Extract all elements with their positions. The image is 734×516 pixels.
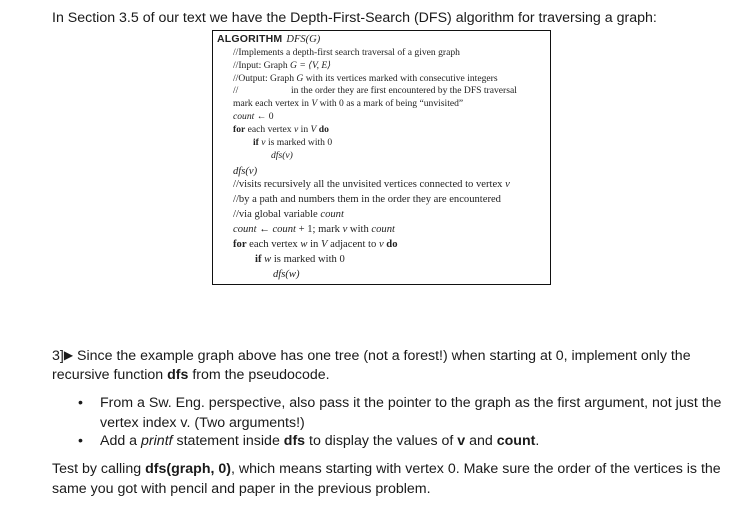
b2-i: . (535, 433, 540, 449)
algo-mark-v: V (311, 98, 318, 109)
algo-output-cont: in the order they are first encountered by the DFS traversal (291, 85, 517, 96)
dfs-inc-mid: ← (256, 224, 273, 235)
algo-for1-mid-a: each vertex (245, 124, 294, 135)
algorithm-title (217, 33, 320, 45)
test-line-1 (52, 459, 721, 479)
dfs-comment-path: //by a path and numbers them in the order they are encountered (233, 194, 501, 205)
b2-a: Add a (100, 433, 142, 449)
algo-for1-v: v (294, 124, 299, 135)
bullet-dot-icon: • (78, 395, 83, 411)
test-c: , which means starting with vertex 0. Make sure the order of the vertices is the (230, 461, 721, 477)
dfs-for2-mid-c: adjacent to (327, 239, 379, 250)
dfs-if2-kw: if (255, 254, 262, 265)
algo-for1-do: do (316, 124, 329, 135)
algo-if1-v: v (261, 137, 266, 148)
algo-if-marked (253, 137, 332, 149)
task-arrow-icon: ▶ (63, 348, 74, 362)
algo-mark-b: with 0 as a mark of being “unvisited” (317, 98, 464, 109)
dfs-inc-with: with (347, 224, 372, 235)
dfs-inc-var3: count (371, 224, 395, 235)
b2-g: and (465, 433, 497, 449)
dfs-count-increment (233, 224, 395, 236)
dfs-for2-V: V (320, 239, 328, 250)
dfs-for2-kw: for (233, 239, 247, 250)
test-a: Test by calling (52, 461, 146, 477)
algo-for-each-vertex (233, 124, 329, 136)
dfs-for2-mid-a: each vertex (246, 239, 301, 250)
algo-output-line (233, 73, 498, 85)
dfs-if2-rest: is marked with 0 (271, 254, 345, 265)
test-call: dfs(graph, 0) (145, 461, 231, 477)
task-number: 3] (52, 348, 64, 364)
algo-count-init-rest: ← 0 (254, 111, 274, 122)
algo-output-var: G (296, 73, 304, 84)
task-line-2 (52, 365, 330, 385)
dfs-inc-rest: + 1; mark (295, 224, 343, 235)
algo-output-cont-slash: // (233, 85, 239, 96)
task-line2-a: recursive function (52, 367, 168, 383)
b2-e: to display the values of (305, 433, 458, 449)
dfs-for2-v: v (378, 239, 384, 250)
task-line2-dfs: dfs (167, 367, 189, 383)
dfs-inc-var2: count (272, 224, 296, 235)
algo-if1-rest: is marked with 0 (265, 137, 333, 148)
algo-call-dfs-v: dfs(v) (271, 150, 293, 161)
algo-input-math: G = ⟨V, E⟩ (290, 60, 331, 71)
dfs-c1-v: v (505, 179, 510, 190)
dfs-comment-via (233, 209, 344, 221)
algorithm-box (212, 30, 551, 285)
algo-input-prefix: //Input: Graph (233, 60, 291, 71)
b2-printf: printf (141, 433, 173, 449)
algo-output-rest: with its vertices marked with consecutive integers (303, 73, 498, 84)
algo-count-init (233, 111, 274, 123)
algo-comment-implements: //Implements a depth-first search traversal of a given graph (233, 47, 460, 58)
algo-for1-V: V (310, 124, 317, 135)
dfs-header: dfs(v) (233, 166, 258, 177)
bullet-dot-icon: • (78, 433, 83, 449)
algo-output-prefix: //Output: Graph (233, 73, 297, 84)
algo-mark-line (233, 98, 463, 110)
dfs-if2-w: w (264, 254, 272, 265)
dfs-comment-visits (233, 179, 510, 191)
b2-count: count (496, 433, 536, 449)
bullet-1-line-2: vertex index v. (Two arguments!) (100, 415, 305, 431)
b2-dfs: dfs (283, 433, 306, 449)
algo-mark-a: mark each vertex in (233, 98, 312, 109)
b2-v: v (457, 433, 466, 449)
task-line2-c: from the pseudocode. (188, 367, 330, 383)
dfs-c3-a: //via global variable (233, 209, 321, 220)
algorithm-signature: DFS(G) (286, 34, 321, 45)
algo-input-line (233, 60, 331, 72)
bullet-1-line-1: From a Sw. Eng. perspective, also pass it the pointer to the graph as the first argument, not just the (100, 395, 722, 411)
dfs-for-each-adjacent (233, 239, 398, 251)
dfs-c3-var: count (320, 209, 344, 220)
algo-for1-kw: for (233, 124, 246, 135)
dfs-c1-a: //visits recursively all the unvisited vertices connected to vertex (233, 179, 506, 190)
task-line-1 (52, 345, 691, 366)
test-line-2: same you got with pencil and paper in the previous problem. (52, 481, 431, 497)
intro-text: In Section 3.5 of our text we have the Depth-First-Search (DFS) algorithm for traversing a graph: (52, 10, 657, 26)
algo-count-init-var: count (233, 111, 255, 122)
task-line1-text: Since the example graph above has one tree (not a forest!) when starting at 0, implement only the (73, 348, 691, 364)
algo-if1-kw: if (253, 137, 259, 148)
dfs-for2-mid-b: in (307, 239, 321, 250)
dfs-for2-do: do (383, 239, 398, 250)
dfs-call-dfs-w: dfs(w) (273, 269, 300, 280)
b2-c: statement inside (172, 433, 284, 449)
dfs-if-marked (255, 254, 345, 266)
algo-for1-mid-b: in (298, 124, 311, 135)
dfs-inc-var1: count (233, 224, 257, 235)
dfs-inc-v: v (342, 224, 348, 235)
algorithm-keyword: ALGORITHM (217, 33, 283, 45)
bullet-2-text (100, 431, 539, 451)
dfs-for2-w: w (300, 239, 308, 250)
